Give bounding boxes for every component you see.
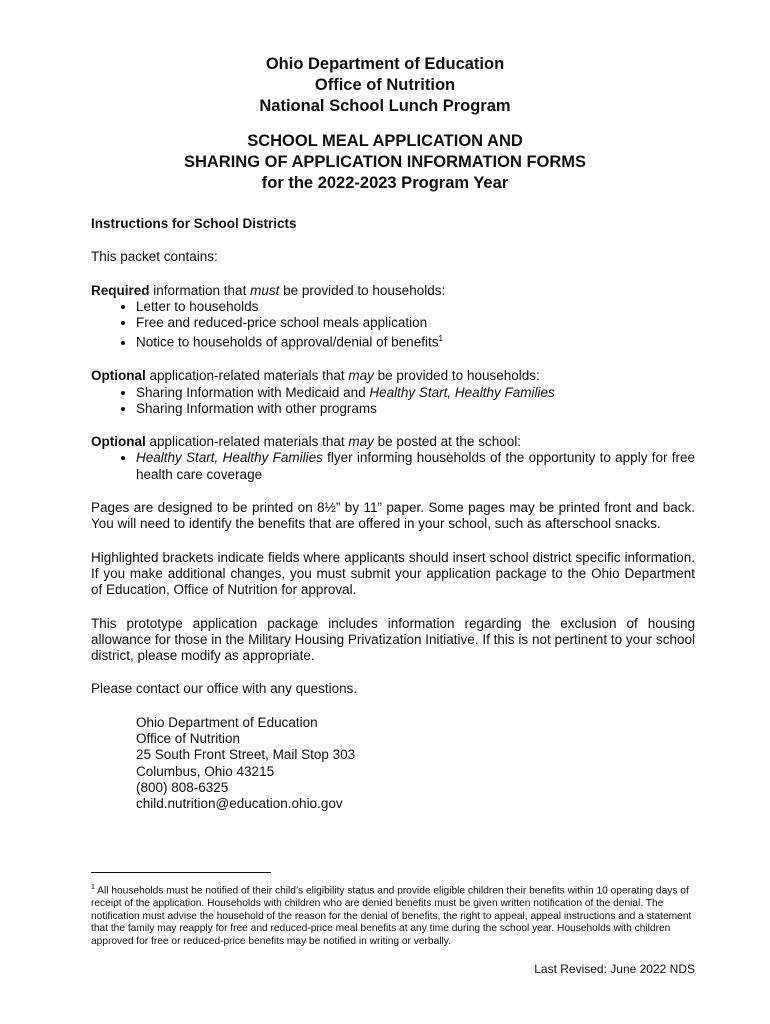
document-title-line-2: SHARING OF APPLICATION INFORMATION FORMS: [183, 153, 587, 171]
document-body: [91, 216, 695, 813]
contact-org: Ohio Department of Education: [136, 714, 318, 730]
program-name: National School Lunch Program: [259, 97, 511, 115]
packet-intro: This packet contains:: [91, 249, 218, 265]
contact-block: [91, 715, 695, 813]
highlighted-paragraph: Highlighted brackets indicate fields where applicants should insert school district specific information. If you make additional changes, you must submit your application package to the Ohio Department of Education, Office of Nutrition for approval.: [91, 549, 695, 598]
footnote-text: All households must be notified of their child’s eligibility status and provide eligible children their benefits within 10 operating days of receipt of the application. Households with children who are denied benefits must be given written notification of the denial. The notification must advise the household of the reason for the denial of benefits, the right to appeal, appeal instructions and a statement that the family may reapply for free and reduced-price meal benefits at any time during the school year. Households with children approved for free or reduced-price benefits may be notified in writing or verbally.: [91, 885, 692, 947]
required-list: [91, 299, 695, 351]
required-intro: Required information that must be provided to households:: [91, 282, 446, 298]
contact-office: Office of Nutrition: [136, 731, 241, 747]
optional-posted-section: [91, 434, 695, 483]
last-revised: Last Revised: June 2022 NDS: [534, 962, 695, 976]
list-item: • Free and reduced-price school meals application: [136, 315, 695, 331]
footnote: [91, 882, 695, 948]
instructions-heading: Instructions for School Districts: [91, 216, 297, 231]
contact-intro: Please contact our office with any questions.: [91, 681, 358, 697]
contact-street: 25 South Front Street, Mail Stop 303: [136, 747, 356, 763]
footnote-divider: [91, 872, 271, 873]
list-item: • Letter to households: [136, 299, 695, 315]
office-name: Office of Nutrition: [314, 76, 456, 94]
prototype-paragraph: This prototype application package includes information regarding the exclusion of housing allowance for those in the Military Housing Privatization Initiative. If this is not pertinent to your school district, please modify as appropriate.: [91, 615, 695, 664]
footnote-number: 1: [91, 884, 95, 891]
list-item: • Sharing Information with other programs: [136, 401, 695, 417]
list-item: • Healthy Start, Healthy Families flyer informing households of the opportunity to apply for free health care coverage: [136, 450, 695, 483]
list-item: • Sharing Information with Medicaid and Healthy Start, Healthy Families: [136, 385, 695, 401]
pages-paragraph: Pages are designed to be printed on 8½” by 11” paper. Some pages may be printed front and back. You will need to identify the benefits that are offered in your school, such as afterschool snacks.: [91, 500, 695, 532]
agency-name: Ohio Department of Education: [265, 55, 505, 73]
optional-provided-list: [91, 385, 695, 418]
document-header: [0, 54, 770, 194]
contact-email: child.nutrition@education.ohio.gov: [136, 796, 343, 812]
optional-posted-intro: Optional application-related materials that may be posted at the school:: [91, 434, 521, 450]
document-title-line-3: for the 2022-2023 Program Year: [261, 174, 509, 192]
contact-city: Columbus, Ohio 43215: [136, 763, 275, 779]
contact-phone: (800) 808-6325: [136, 779, 229, 795]
footnote-ref: 1: [438, 334, 443, 344]
optional-posted-list: [91, 450, 695, 483]
document-title-line-1: SCHOOL MEAL APPLICATION AND: [247, 132, 523, 150]
optional-provided-section: [91, 368, 695, 417]
optional-provided-intro: Optional application-related materials that may be provided to households:: [91, 368, 540, 384]
required-section: [91, 283, 695, 352]
list-item: • Notice to households of approval/denial of benefits$^1$: [136, 331, 695, 351]
